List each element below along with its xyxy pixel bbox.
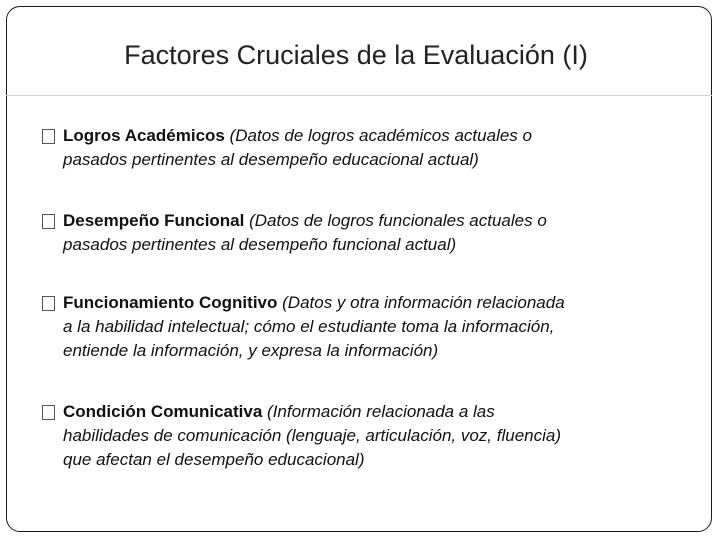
bullet-description-line: entiende la información, y expresa la información) (63, 341, 439, 360)
bullet-description-line: (Datos de logros académicos actuales o (229, 126, 532, 145)
bullet-text (42, 400, 682, 472)
bullet-box-icon (42, 129, 55, 144)
bullet-description-line: que afectan el desempeño educacional) (63, 450, 365, 469)
bullet-term: Condición Comunicativa (63, 402, 263, 421)
bullet-description-line: (Información relacionada a las (267, 402, 495, 421)
bullet-description-line: (Datos y otra información relacionada (282, 293, 565, 312)
bullet-description-line: (Datos de logros funcionales actuales o (249, 211, 547, 230)
bullet-item-logros-academicos (42, 124, 682, 172)
bullet-term: Logros Académicos (63, 126, 225, 145)
bullet-description-line: habilidades de comunicación (lenguaje, articulación, voz, fluencia) (63, 426, 562, 445)
bullet-item-desempeno-funcional (42, 209, 682, 257)
bullet-description-line: a la habilidad intelectual; cómo el estudiante toma la información, (63, 317, 555, 336)
bullet-box-icon (42, 405, 55, 420)
bullet-text (42, 124, 682, 172)
slide-title: Factores Cruciales de la Evaluación (I) (124, 40, 588, 70)
bullet-description-line: pasados pertinentes al desempeño educacional actual) (63, 150, 479, 169)
bullet-box-icon (42, 296, 55, 311)
bullet-text (42, 291, 682, 363)
bullet-item-funcionamiento-cognitivo (42, 291, 682, 363)
bullet-text (42, 209, 682, 257)
bullet-description-line: pasados pertinentes al desempeño funcional actual) (63, 235, 457, 254)
bullet-box-icon (42, 214, 55, 229)
bullet-item-condicion-comunicativa (42, 400, 682, 472)
bullet-term: Funcionamiento Cognitivo (63, 293, 278, 312)
bullet-term: Desempeño Funcional (63, 211, 245, 230)
